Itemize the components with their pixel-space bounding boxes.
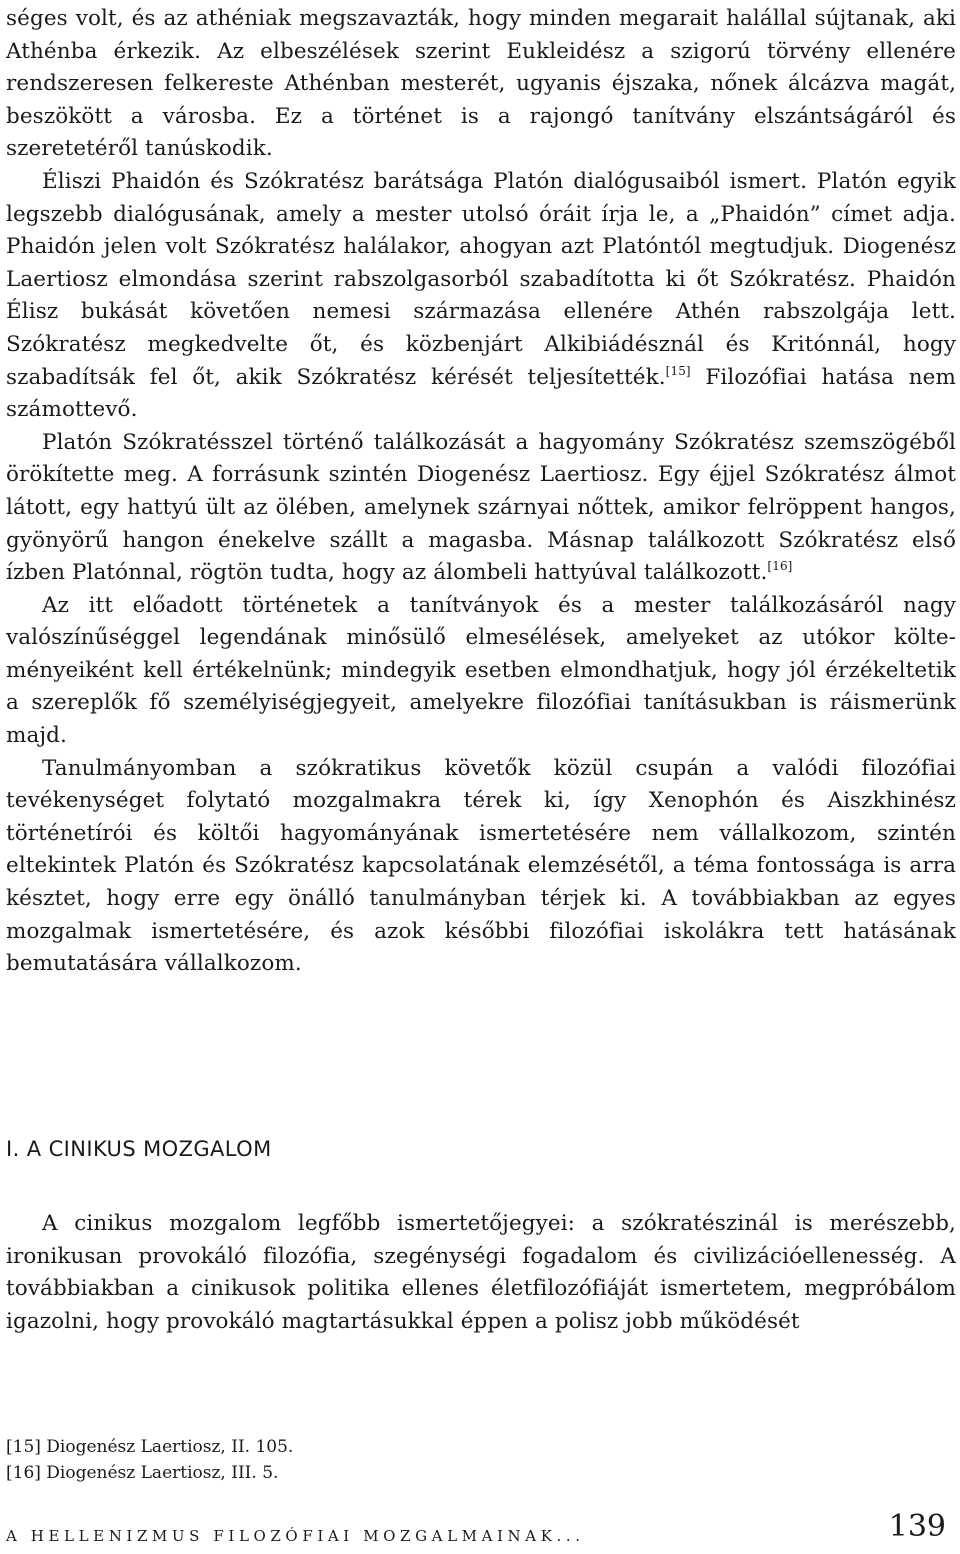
paragraph-2-text: Éliszi Phaidón és Szókratész barátsága Platón dialógusaiból ismert. Platón egyik legszebb dialógusának, amely a mester utolsó óráit írja le, a „Phaidón” címet adja. Phaidón jelen volt Szókratész halálakor, ahogyan azt Platóntól megtudjuk. Diogenész Laertiosz elmondása szerint rabszolgasorból szabadította ki őt Szókratész. Phaidón Élisz bukását követően nemesi származása ellenére Athén rabszolgája lett. Szókratész megkedvelte őt, és közbenjárt Alkibiádésznál és Kritónnál, hogy szabadítsák fel őt, akik Szókratész kérését teljesítették. [6,168,956,390]
paragraph-4-text: Az itt előadott történetek a tanítványok és a mester találkozásáról nagy valószínűséggel legendának minősülő elmesélések, amelyeket az utókor költeményeiként kell értékelnünk; mindegyik esetben elmondhatjuk, hogy jól érzékeltetik a szereplők fő személyiségjegyeit, amelyekre filozófiai tanításukban is ráismerünk majd. [6,592,956,749]
body-text [6,3,956,981]
paragraph-2 [6,166,956,427]
paragraph-4 [6,590,956,753]
footnotes [6,1434,293,1486]
paragraph-3-text: Platón Szókratésszel történő találkozását a hagyomány Szókratész szemszögéből örökítette meg. A forrásunk szintén Diogenész Laertiosz. Egy éjjel Szókratész álmot látott, egy hattyú ült az ölében, amelynek szárnyai nőttek, amikor felröppent hangos, gyönyörű hangon énekelve szállt a magasba. Másnap találkozott Szókratész első ízben Platónnal, rögtön tudta, hogy az álombeli hattyúval találkozott. [6,429,956,586]
section-body [6,1208,956,1338]
paragraph-1-text: séges volt, és az athéniak megszavazták, hogy minden megarait halállal sújtanak, aki Athénba érkezik. Az elbeszélések szerint Eukleidész a szigorú törvény ellenére rendszeresen felkereste Athénban mesterét, ugyanis éjszaka, nőnek álcázva magát, beszökött a városba. Ez a történet is a rajongó tanítvány elszántságáról és szeretetéről tanúskodik. [6,6,956,162]
paragraph-3 [6,427,956,590]
section-heading: I. A CINIKUS MOZGALOM [6,1137,272,1161]
paragraph-5-text: Tanulmányomban a szókratikus követők közül csupán a valódi filozófiai tevékenységet folytató mozgalmakra térek ki, így Xenophón és Aiszkhinész történetírói és költői hagyományának ismertetésére nem vállalkozom, szintén eltekintek Platón és Szókratész kapcsolatának elemzésétől, a téma fontossága is arra késztet, hogy erre egy önálló tanulmányban térjek ki. A továbbiakban az egyes mozgalmak ismertetésére, és azok későbbi filozófiai iskolákra tett hatásának bemutatására vállalkozom. [6,755,956,977]
running-header: A HELLENIZMUS FILOZÓFIAI MOZGALMAINAK... [6,1527,585,1545]
footnote-ref-15[interactable]: [15] [665,363,691,378]
footnote-15: [15] Diogenész Laertiosz, II. 105. [6,1437,294,1457]
paragraph-2-tail: Filozófiai hatása nem számottevő. [6,364,956,423]
page-number: 139 [888,1509,946,1544]
section-paragraph: A cinikus mozgalom legfőbb ismertetőjegyei: a szókratészinál is merészebb, ironikusan provokáló filozófia, szegénységi fogadalom és civilizációellenesség. A továbbiakban a cinikusok politika ellenes életfilozófiáját ismertetem, megpróbálom igazolni, hogy provokáló magtartásukkal éppen a polisz jobb működését [6,1211,956,1334]
footnote-ref-16[interactable]: [16] [767,559,793,574]
footnote-16: [16] Diogenész Laertiosz, III. 5. [6,1463,279,1483]
paragraph-1 [6,3,956,166]
paragraph-5 [6,753,956,981]
